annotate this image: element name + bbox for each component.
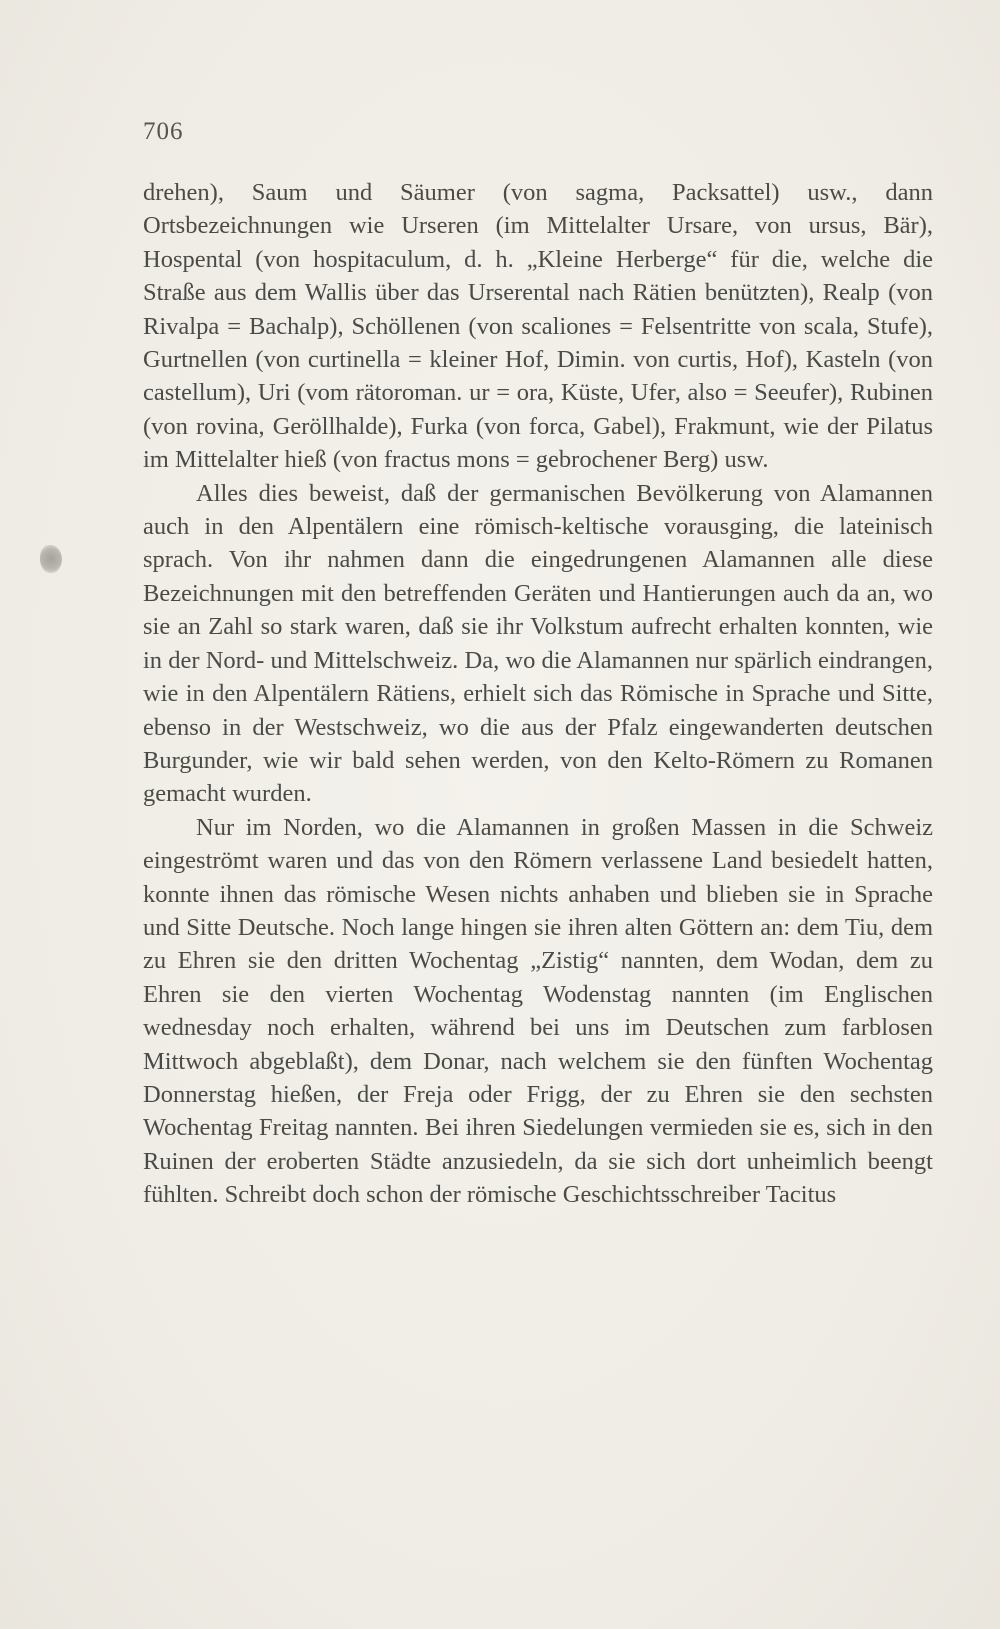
paragraph-alamannen: Alles dies beweist, daß der germanischen Bevölkerung von Alamannen auch in den Alpentälern eine römisch-keltische vorausging, die lateinisch sprach. Von ihr nahmen dann die eingedrungenen Alamannen alle diese Bezeichnungen mit den betreffenden Geräten und Hantierungen auch da an, wo sie an Zahl so stark waren, daß sie ihr Volkstum aufrecht erhalten konnten, wie in der Nord- und Mittelschweiz. Da, wo die Alamannen nur spärlich eindrangen, wie in den Alpentälern Rätiens, erhielt sich das Römische in Sprache und Sitte, ebenso in der Westschweiz, wo die aus der Pfalz eingewanderten deutschen Burgunder, wie wir bald sehen werden, von den Kelto-Römern zu Romanen gemacht wurden.: [143, 479, 933, 808]
page-number: 706: [143, 118, 184, 145]
body-text: [143, 176, 933, 1212]
paragraph-norden: Nur im Norden, wo die Alamannen in großen Massen in die Schweiz eingeströmt waren und das von den Römern verlassene Land besiedelt hatten, konnte ihnen das römische Wesen nichts anhaben und blieben sie in Sprache und Sitte Deutsche. Noch lange hingen sie ihren alten Göttern an: dem Tiu, dem zu Ehren sie den dritten Wochentag „Zistig“ nannten, dem Wodan, dem zu Ehren sie den vierten Wochentag Wodenstag nannten (im Englischen wednesday noch erhalten, während bei uns im Deutschen zum farblosen Mittwoch abgeblaßt), dem Donar, nach welchem sie den fünften Wochentag Donnerstag hießen, der Freja oder Frigg, der zu Ehren sie den sechsten Wochentag Freitag nannten. Bei ihren Siedelungen vermieden sie es, sich in den Ruinen der eroberten Städte anzusiedeln, da sie sich dort unheimlich beengt fühlten. Schreibt doch schon der römische Geschichtsschreiber Tacitus: [143, 813, 933, 1209]
paragraph-continuation: drehen), Saum und Säumer (von sagma, Packsattel) usw., dann Ortsbezeichnungen wie Urseren (im Mittelalter Ursare, von ursus, Bär), Hospental (von hospitaculum, d. h. „Kleine Herberge“ für die, welche die Straße aus dem Wallis über das Urserental nach Rätien benützten), Realp (von Rivalpa = Bachalp), Schöllenen (von scaliones = Felsentritte von scala, Stufe), Gurtnellen (von curtinella = kleiner Hof, Dimin. von curtis, Hof), Kasteln (von castellum), Uri (vom rätoroman. ur = ora, Küste, Ufer, also = Seeufer), Rubinen (von rovina, Geröllhalde), Furka (von forca, Gabel), Frakmunt, wie der Pilatus im Mittelalter hieß (von fractus mons = gebrochener Berg) usw.: [143, 179, 933, 474]
ink-blot-mark: [40, 545, 62, 573]
